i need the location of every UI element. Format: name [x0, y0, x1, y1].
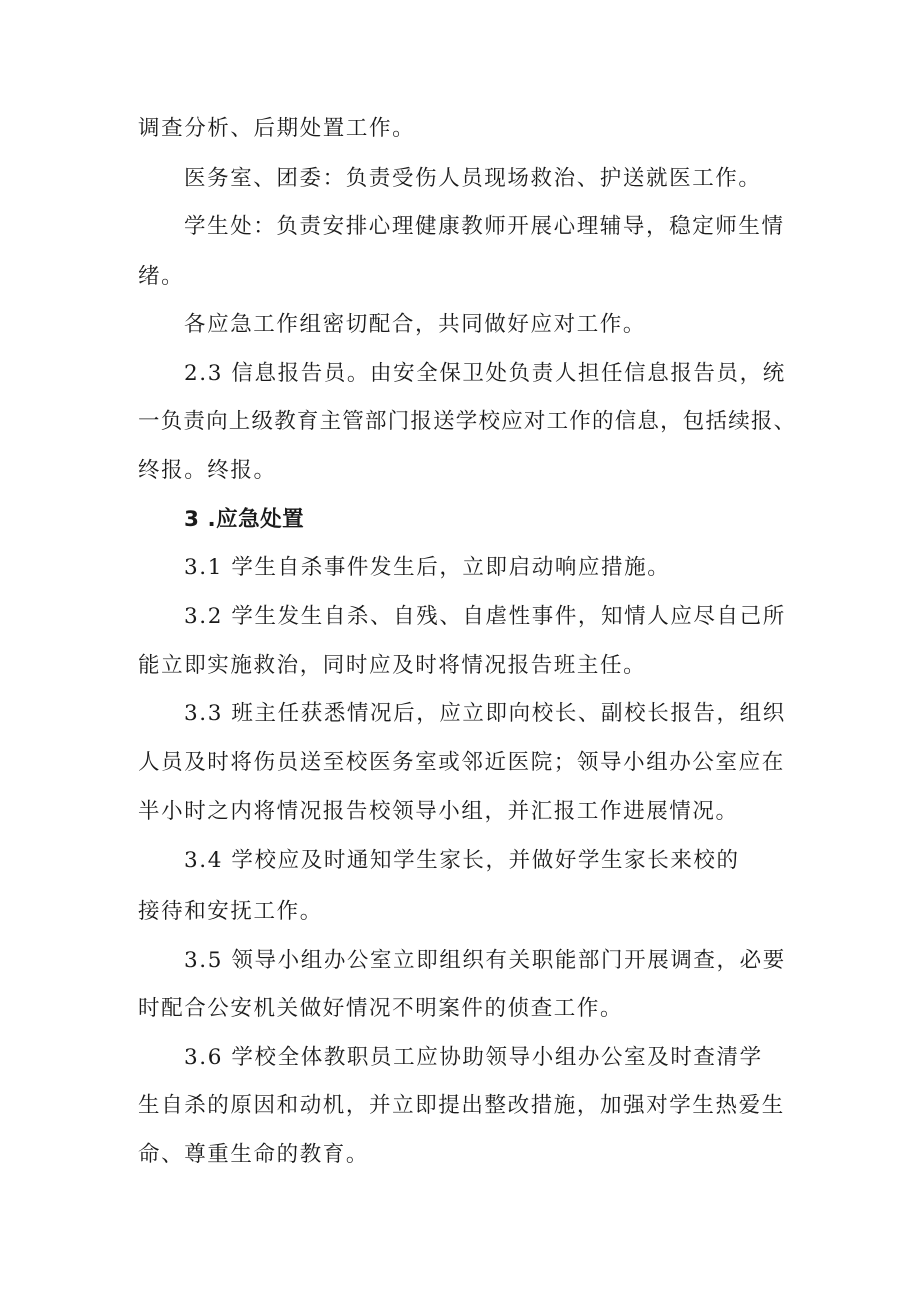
line-text: 接待和安抚工作。	[138, 899, 323, 924]
text-line-21	[0, 1089, 920, 1123]
line-text: 终报。终报。	[138, 458, 277, 483]
line-text: 3.6 学校全体教职员工应协助领导小组办公室及时查清学	[184, 1045, 763, 1070]
line-text: 生自杀的原因和动机，并立即提出整改措施，加强对学生热爱生	[138, 1093, 785, 1118]
section-heading	[0, 503, 920, 537]
line-text: 人员及时将伤员送至校医务室或邻近医院；领导小组办公室应在	[138, 750, 785, 775]
line-text: 学生处：负责安排心理健康教师开展心理辅导，稳定师生情	[184, 214, 785, 239]
text-line-18	[0, 944, 920, 978]
text-line-11	[0, 600, 920, 634]
heading-text: 3 .应急处置	[184, 507, 305, 532]
line-text: 一负责向上级教育主管部门报送学校应对工作的信息，包括续报、	[138, 409, 797, 434]
line-text: 医务室、团委：负责受伤人员现场救治、护送就医工作。	[184, 166, 762, 191]
line-text: 时配合公安机关做好情况不明案件的侦查工作。	[138, 996, 624, 1021]
text-line-12	[0, 649, 920, 683]
text-line-3	[0, 210, 920, 244]
line-text: 命、尊重生命的教育。	[138, 1142, 370, 1167]
line-text: 半小时之内将情况报告校领导小组，并汇报工作进展情况。	[138, 799, 739, 824]
line-text: 3.3 班主任获悉情况后，应立即向校长、副校长报告，组织	[184, 701, 786, 726]
text-line-13	[0, 697, 920, 731]
text-line-6	[0, 357, 920, 391]
text-line-14	[0, 746, 920, 780]
line-text: 2.3 信息报告员。由安全保卫处负责人担任信息报告员，统	[184, 361, 786, 386]
text-line-2	[0, 162, 920, 196]
line-text: 各应急工作组密切配合，共同做好应对工作。	[184, 312, 647, 337]
text-line-20	[0, 1041, 920, 1075]
line-text: 3.1 学生自杀事件发生后，立即启动响应措施。	[184, 555, 671, 580]
line-text: 3.2 学生发生自杀、自残、自虐性事件，知情人应尽自己所	[184, 604, 786, 629]
text-line-4	[0, 260, 920, 294]
line-text: 3.5 领导小组办公室立即组织有关职能部门开展调查，必要	[184, 948, 786, 973]
line-text: 调查分析、后期处置工作。	[138, 116, 416, 141]
text-line-8	[0, 454, 920, 488]
text-line-22	[0, 1138, 920, 1172]
text-line-17	[0, 895, 920, 929]
text-line-1	[0, 112, 920, 146]
line-text: 绪。	[138, 264, 185, 289]
text-line-10	[0, 551, 920, 585]
text-line-19	[0, 992, 920, 1026]
text-line-16	[0, 844, 920, 878]
line-text: 3.4 学校应及时通知学生家长，并做好学生家长来校的	[184, 848, 740, 873]
text-line-7	[0, 405, 920, 439]
text-line-5	[0, 308, 920, 342]
line-text: 能立即实施救治，同时应及时将情况报告班主任。	[138, 653, 647, 678]
text-line-15	[0, 795, 920, 829]
